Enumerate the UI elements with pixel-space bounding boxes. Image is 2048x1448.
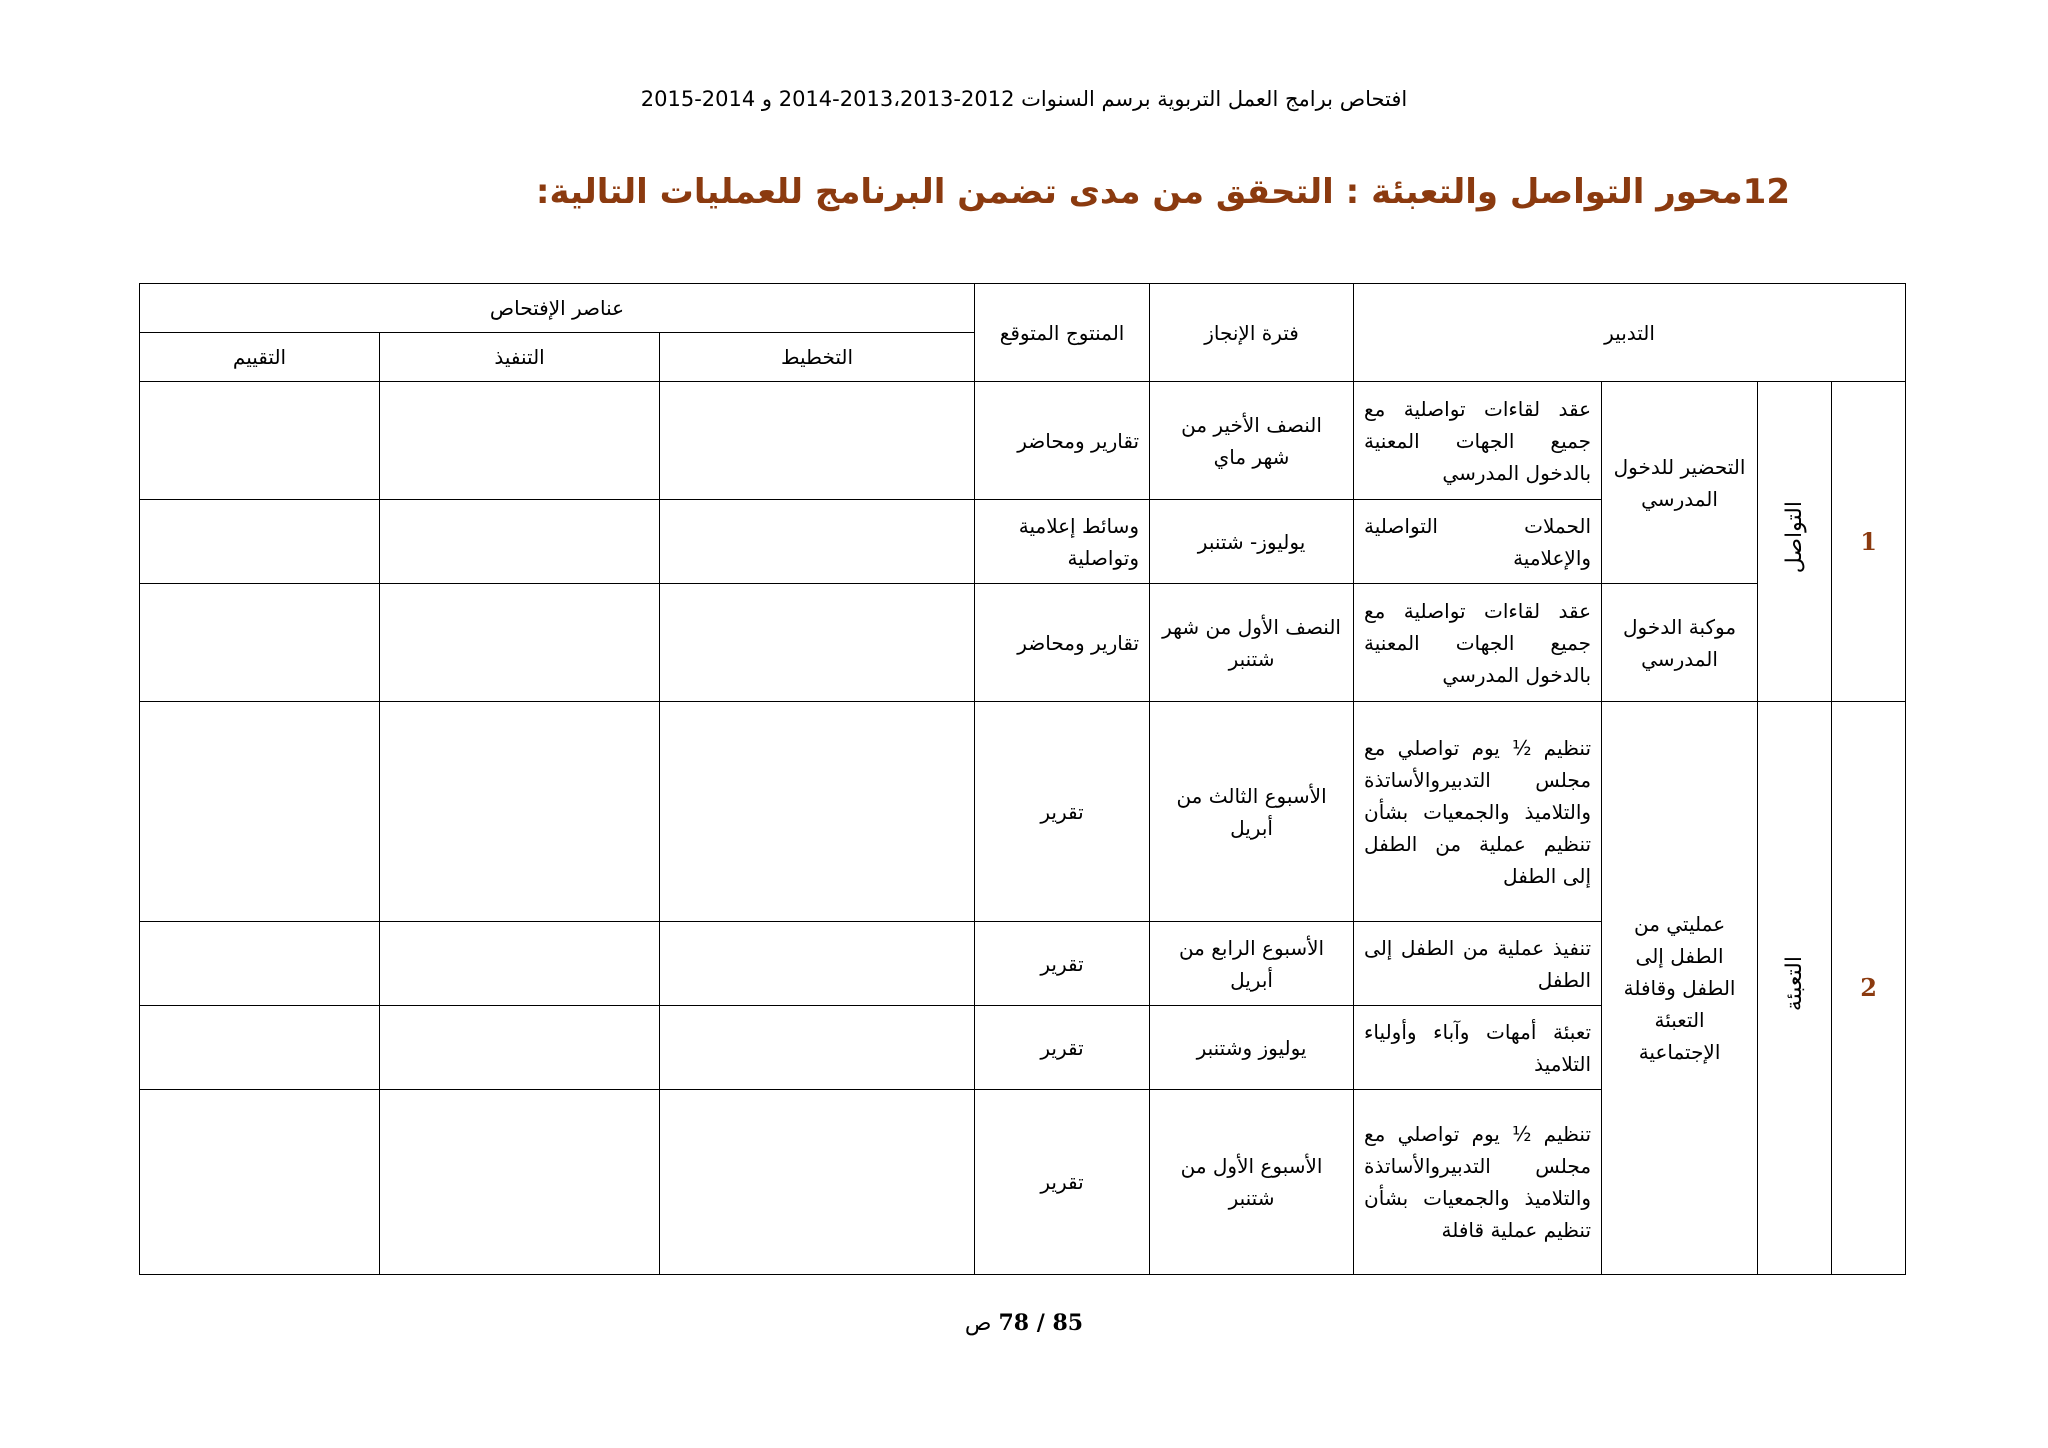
page-number: 85 / 78 [998,1310,1084,1336]
measure-cell: عقد لقاءات تواصلية مع جميع الجهات المعنية بالدخول المدرسي [1354,584,1602,702]
evaluation-cell [140,584,380,702]
axis-label: التعبئة [1758,702,1832,1275]
table-row [140,702,1906,922]
period-cell: النصف الأخير من شهر ماي [1150,382,1354,500]
planning-cell [660,1090,975,1275]
group-number: 1 [1832,382,1906,702]
section-title: 12محور التواصل والتعبئة : التحقق من مدى تضمن البرنامج للعمليات التالية: [535,172,1790,212]
evaluation-cell [140,1006,380,1090]
header-execution: التنفيذ [380,333,660,382]
product-cell: تقرير [975,1006,1150,1090]
measure-cell: الحملات التواصلية والإعلامية [1354,500,1602,584]
period-cell: الأسبوع الأول من شتنبر [1150,1090,1354,1275]
execution-cell [380,1006,660,1090]
execution-cell [380,584,660,702]
header-planning: التخطيط [660,333,975,382]
sub-operation: موكبة الدخول المدرسي [1602,584,1758,702]
header-line: افتحاص برامج العمل التربوية برسم السنوات 2012-2013،2013-2014 و 2014-2015 [640,87,1408,111]
audit-table [139,283,1906,1275]
planning-cell [660,922,975,1006]
header-period: فترة الإنجاز [1150,284,1354,382]
product-cell: تقرير [975,1090,1150,1275]
product-cell: تقرير [975,922,1150,1006]
measure-cell: تعبئة أمهات وآباء وأولياء التلاميذ [1354,1006,1602,1090]
header-evaluation: التقييم [140,333,380,382]
measure-cell: عقد لقاءات تواصلية مع جميع الجهات المعنية بالدخول المدرسي [1354,382,1602,500]
planning-cell [660,584,975,702]
sub-operation: عمليتي من الطفل إلى الطفل وقافلة التعبئة الإجتماعية [1602,702,1758,1275]
group-number: 2 [1832,702,1906,1275]
page-footer [0,1310,2048,1336]
page-suffix: ص [964,1311,992,1336]
evaluation-cell [140,702,380,922]
execution-cell [380,382,660,500]
measure-cell: تنظيم ½ يوم تواصلي مع مجلس التدبيروالأساتذة والتلاميذ والجمعيات بشأن تنظيم عملية قافلة [1354,1090,1602,1275]
measure-cell: تنفيذ عملية من الطفل إلى الطفل [1354,922,1602,1006]
planning-cell [660,500,975,584]
period-cell: يوليوز- شتنبر [1150,500,1354,584]
period-cell: يوليوز وشتنبر [1150,1006,1354,1090]
axis-label: التواصل [1758,382,1832,702]
evaluation-cell [140,922,380,1006]
evaluation-cell [140,382,380,500]
execution-cell [380,702,660,922]
period-cell: النصف الأول من شهر شتنبر [1150,584,1354,702]
planning-cell [660,702,975,922]
planning-cell [660,382,975,500]
execution-cell [380,1090,660,1275]
period-cell: الأسبوع الرابع من أبريل [1150,922,1354,1006]
measure-cell: تنظيم ½ يوم تواصلي مع مجلس التدبيروالأساتذة والتلاميذ والجمعيات بشأن تنظيم عملية من الطفل إلى الطفل [1354,702,1602,922]
header-product: المنتوج المتوقع [975,284,1150,382]
table-header-row [140,284,1906,333]
sub-operation: التحضير للدخول المدرسي [1602,382,1758,584]
evaluation-cell [140,1090,380,1275]
evaluation-cell [140,500,380,584]
table-row [140,584,1906,702]
table-row [140,382,1906,500]
product-cell: وسائط إعلامية وتواصلية [975,500,1150,584]
planning-cell [660,1006,975,1090]
product-cell: تقرير [975,702,1150,922]
header-tadbir: التدبير [1354,284,1906,382]
product-cell: تقارير ومحاضر [975,584,1150,702]
page-header [0,84,2048,114]
header-elements: عناصر الإفتحاص [140,284,975,333]
period-cell: الأسبوع الثالث من أبريل [1150,702,1354,922]
product-cell: تقارير ومحاضر [975,382,1150,500]
execution-cell [380,922,660,1006]
execution-cell [380,500,660,584]
